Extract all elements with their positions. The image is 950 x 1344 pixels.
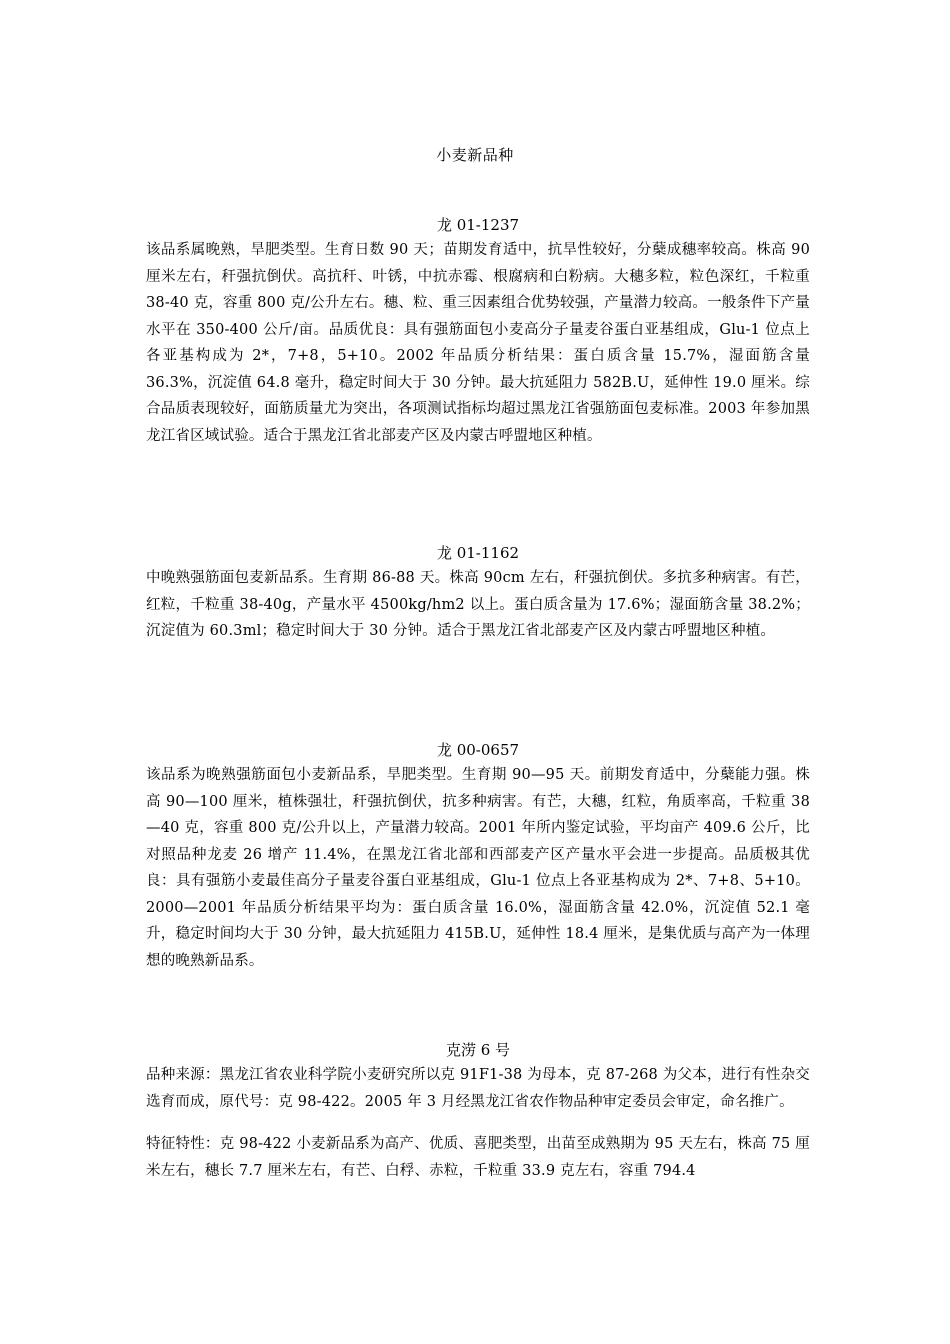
variety-heading: 龙 01-1162 <box>436 544 520 562</box>
variety-traits-paragraph: 特征特性：克 98-422 小麦新品系为高产、优质、喜肥类型，出苗至成熟期为 95 天左右，株高 75 厘米左右，穗长 7.7 厘米左右，有芒、白稃、赤粒，千粒重 33.9 克左右，容重 794.4 <box>146 1136 810 1179</box>
variety-heading: 龙 00-0657 <box>436 741 520 759</box>
variety-description: 该品系为晚熟强筋面包小麦新品系，旱肥类型。生育期 90—95 天。前期发育适中，分蘖能力强。株高 90—100 厘米，植株强壮，秆强抗倒伏，抗多种病害。有芒，大穗，红粒，角质率高，千粒重 38—40 克，容重 800 克/公升以上，产量潜力较高。2001 年所内鉴定试验，平均亩产 409.6 公斤，比对照品种龙麦 26 增产 11.4%，在黑龙江省北部和西部麦产区产量水平会进一步提高。品质极其优良：具有强筋小麦最佳高分子量麦谷蛋白亚基组成，Glu-1 位点上各亚基构成为 2*、7+8、5+10。2000—2001 年品质分析结果平均为：蛋白质含量 16.0%，湿面筋含量 42.0%，沉淀值 52.1 毫升，稳定时间均大于 30 分钟，最大抗延阻力 415B.U，延伸性 18.4 厘米，是集优质与高产为一体理想的晚熟新品系。 <box>146 767 810 969</box>
variety-heading: 克涝 6 号 <box>445 1041 511 1059</box>
variety-section <box>146 1038 810 1184</box>
variety-section <box>146 541 810 645</box>
variety-description: 中晚熟强筋面包麦新品系。生育期 86-88 天。株高 90cm 左右，秆强抗倒伏。多抗多种病害。有芒，红粒，千粒重 38-40g，产量水平 4500kg/hm2 以上。蛋白质含量为 17.6%；湿面筋含量 38.2%；沉淀值为 60.3ml；稳定时间大于 30 分钟。适合于黑龙江省北部麦产区及内蒙古呼盟地区种植。 <box>146 570 810 639</box>
variety-heading: 龙 01-1237 <box>436 216 520 234</box>
variety-source-paragraph: 品种来源：黑龙江省农业科学院小麦研究所以克 91F1-38 为母本，克 87-268 为父本，进行有性杂交选育而成，原代号：克 98-422。2005 年 3 月经黑龙江省农作物品种审定委员会审定，命名推广。 <box>146 1067 810 1110</box>
variety-section <box>146 738 810 974</box>
paragraph-spacer <box>146 1115 810 1131</box>
variety-description: 该品系属晚熟，旱肥类型。生育日数 90 天；苗期发育适中，抗旱性较好，分蘖成穗率较高。株高 90 厘米左右，秆强抗倒伏。高抗秆、叶锈，中抗赤霉、根腐病和白粉病。大穗多粒，粒色深红，千粒重 38-40 克，容重 800 克/公升左右。穗、粒、重三因素组合优势较强，产量潜力较高。一般条件下产量水平在 350-400 公斤/亩。品质优良：具有强筋面包小麦高分子量麦谷蛋白亚基组成，Glu-1 位点上各亚基构成为 2*，7+8，5+10。2002 年品质分析结果：蛋白质含量 15.7%，湿面筋含量 36.3%，沉淀值 64.8 毫升，稳定时间大于 30 分钟。最大抗延阻力 582B.U，延伸性 19.0 厘米。综合品质表现较好，面筋质量尤为突出，各项测试指标均超过黑龙江省强筋面包麦标准。2003 年参加黑龙江省区域试验。适合于黑龙江省北部麦产区及内蒙古呼盟地区种植。 <box>146 242 810 444</box>
document-title: 小麦新品种 <box>436 146 514 164</box>
variety-section <box>146 213 810 449</box>
